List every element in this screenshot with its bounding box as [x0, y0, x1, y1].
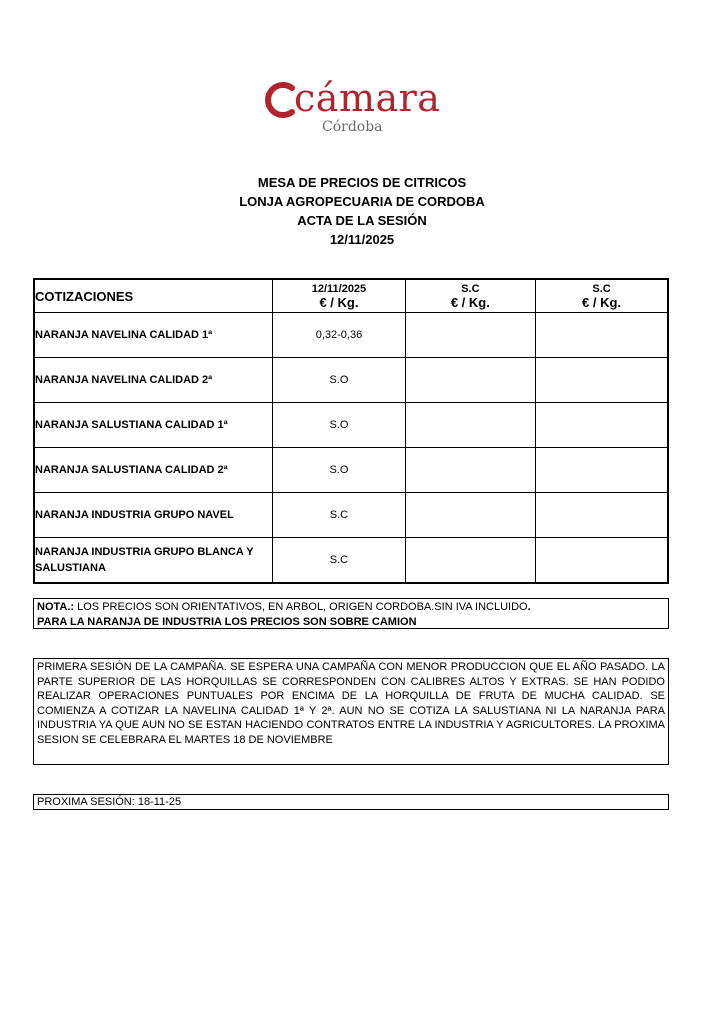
price-table: [33, 278, 669, 584]
column-header: [405, 279, 535, 313]
table-row: [34, 403, 668, 448]
note-line-1: [37, 600, 665, 615]
price-cell: [536, 313, 668, 358]
price-cell: S.O: [273, 358, 405, 403]
price-cell: [405, 403, 535, 448]
note-prefix: NOTA.:: [37, 601, 75, 613]
column-header: [273, 279, 405, 313]
price-cell: S.O: [273, 448, 405, 493]
column-unit: € / Kg.: [319, 295, 359, 310]
column-title: S.C: [592, 283, 611, 295]
logo-subtitle: Córdoba: [322, 119, 383, 135]
header-session: ACTA DE LA SESIÓN: [297, 213, 427, 228]
column-unit: € / Kg.: [450, 295, 490, 310]
note-text: LOS PRECIOS SON ORIENTATIVOS, EN ARBOL, ORIGEN CORDOBA.SIN IVA INCLUIDO: [74, 601, 528, 613]
row-label: NARANJA INDUSTRIA GRUPO BLANCA Y SALUSTIANA: [34, 538, 273, 584]
price-cell: S.C: [273, 538, 405, 584]
note-box: [33, 598, 669, 629]
header-title: MESA DE PRECIOS DE CITRICOS: [257, 175, 467, 190]
camara-cordoba-logo: [262, 76, 442, 138]
column-unit: € / Kg.: [582, 295, 622, 310]
table-header-row: [34, 279, 668, 313]
price-cell: [405, 313, 535, 358]
row-label: NARANJA NAVELINA CALIDAD 2ª: [34, 358, 273, 403]
next-session: PROXIMA SESIÓN: 18-11-25: [33, 794, 669, 810]
column-title: 12/11/2025: [311, 283, 367, 295]
table-row: [34, 358, 668, 403]
document-header: [0, 173, 724, 249]
price-cell: [405, 538, 535, 584]
column-header: [536, 279, 668, 313]
price-cell: S.C: [273, 493, 405, 538]
table-row: [34, 538, 668, 584]
session-comment: PRIMERA SESIÓN DE LA CAMPAÑA. SE ESPERA UNA CAMPAÑA CON MENOR PRODUCCION QUE EL AÑO PASADO. LA PARTE SUPERIOR DE LAS HORQUILLAS SE CORRESPONDEN CON CALIBRES ALTOS Y EXTRAS. SE HAN PODIDO REALIZAR OPERACIONES PUNTUALES POR ENCIMA DE LA HORQUILLA DE FRUTA DE MUCHA CALIDAD. SE COMIENZA A COTIZAR LA NAVELINA CALIDAD 1ª Y 2ª. AUN NO SE COTIZA LA SALUSTIANA NI LA NARANJA PARA INDUSTRIA YA QUE AUN NO SE ESTAN HACIENDO CONTRATOS ENTRE LA INDUSTRIA Y AGRICULTORES. LA PROXIMA SESION SE CELEBRARA EL MARTES 18 DE NOVIEMBRE: [33, 658, 669, 765]
price-cell: [405, 358, 535, 403]
header-organization: LONJA AGROPECUARIA DE CORDOBA: [239, 194, 485, 209]
row-label: NARANJA SALUSTIANA CALIDAD 2ª: [34, 448, 273, 493]
table-label: COTIZACIONES: [34, 279, 273, 313]
price-cell: [536, 538, 668, 584]
note-end: .: [527, 601, 531, 613]
price-cell: [536, 403, 668, 448]
price-cell: [405, 493, 535, 538]
row-label: NARANJA NAVELINA CALIDAD 1ª: [34, 313, 273, 358]
header-date: 12/11/2025: [329, 232, 395, 247]
row-label: NARANJA SALUSTIANA CALIDAD 1ª: [34, 403, 273, 448]
price-cell: [536, 448, 668, 493]
note-line-2: PARA LA NARANJA DE INDUSTRIA LOS PRECIOS SON SOBRE CAMION: [37, 615, 417, 628]
price-cell: 0,32-0,36: [273, 313, 405, 358]
row-label: NARANJA INDUSTRIA GRUPO NAVEL: [34, 493, 273, 538]
price-cell: S.O: [273, 403, 405, 448]
column-title: S.C: [461, 283, 480, 295]
price-cell: [536, 358, 668, 403]
logo-c-mark-icon: [262, 82, 296, 118]
table-row: [34, 448, 668, 493]
table-row: [34, 493, 668, 538]
price-cell: [405, 448, 535, 493]
logo-wordmark: cámara: [294, 76, 441, 120]
price-cell: [536, 493, 668, 538]
table-row: [34, 313, 668, 358]
